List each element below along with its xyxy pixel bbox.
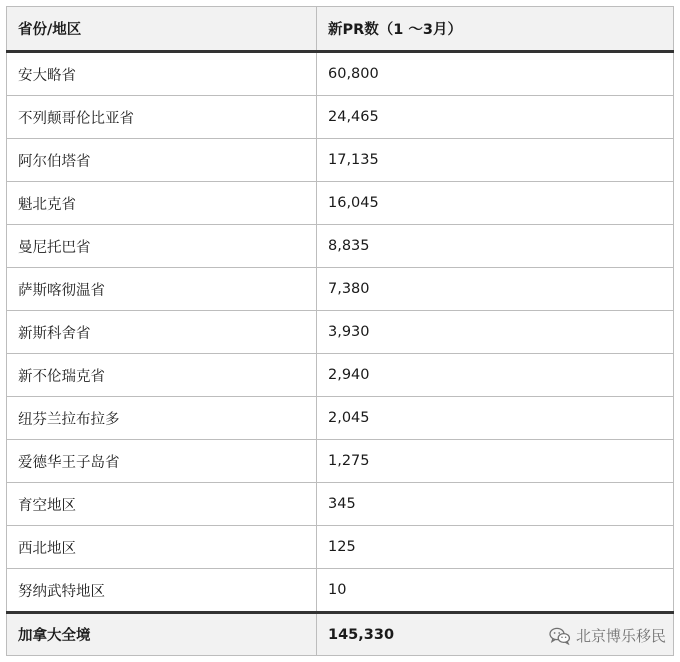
header-province: 省份/地区 (7, 7, 317, 52)
table-row (7, 569, 674, 613)
province-cell: 不列颠哥伦比亚省 (7, 96, 317, 139)
province-cell: 努纳武特地区 (7, 569, 317, 613)
pr-count-cell: 10 (317, 569, 674, 613)
province-cell: 爱德华王子岛省 (7, 440, 317, 483)
table-header-row (7, 7, 674, 52)
pr-count-cell: 125 (317, 526, 674, 569)
total-count: 145,330 (317, 613, 674, 656)
table-row (7, 225, 674, 268)
pr-count-cell: 24,465 (317, 96, 674, 139)
pr-count-cell: 16,045 (317, 182, 674, 225)
province-cell: 新斯科舍省 (7, 311, 317, 354)
pr-count-cell: 2,045 (317, 397, 674, 440)
watermark-text: 北京博乐移民 (575, 627, 666, 645)
province-cell: 西北地区 (7, 526, 317, 569)
total-label: 加拿大全境 (7, 613, 317, 656)
table-row (7, 182, 674, 225)
table-row (7, 268, 674, 311)
pr-count-cell: 3,930 (317, 311, 674, 354)
province-cell: 萨斯喀彻温省 (7, 268, 317, 311)
header-new-pr-count: 新PR数（1 ～3月） (317, 7, 674, 52)
province-cell: 曼尼托巴省 (7, 225, 317, 268)
table-row (7, 96, 674, 139)
pr-count-cell: 2,940 (317, 354, 674, 397)
province-cell: 新不伦瑞克省 (7, 354, 317, 397)
province-cell: 纽芬兰拉布拉多 (7, 397, 317, 440)
table-row (7, 397, 674, 440)
table-row (7, 52, 674, 96)
pr-count-cell: 60,800 (317, 52, 674, 96)
wechat-icon (549, 627, 571, 645)
pr-count-cell: 8,835 (317, 225, 674, 268)
pr-count-cell: 7,380 (317, 268, 674, 311)
pr-count-cell: 345 (317, 483, 674, 526)
pr-count-cell: 1,275 (317, 440, 674, 483)
table-row (7, 311, 674, 354)
table-row (7, 440, 674, 483)
watermark (549, 625, 666, 646)
province-cell: 育空地区 (7, 483, 317, 526)
province-cell: 阿尔伯塔省 (7, 139, 317, 182)
province-cell: 安大略省 (7, 52, 317, 96)
pr-count-cell: 17,135 (317, 139, 674, 182)
table-row (7, 139, 674, 182)
table-row (7, 483, 674, 526)
pr-table (6, 6, 674, 656)
table-row (7, 526, 674, 569)
province-cell: 魁北克省 (7, 182, 317, 225)
pr-table-container (6, 6, 673, 656)
table-row (7, 354, 674, 397)
